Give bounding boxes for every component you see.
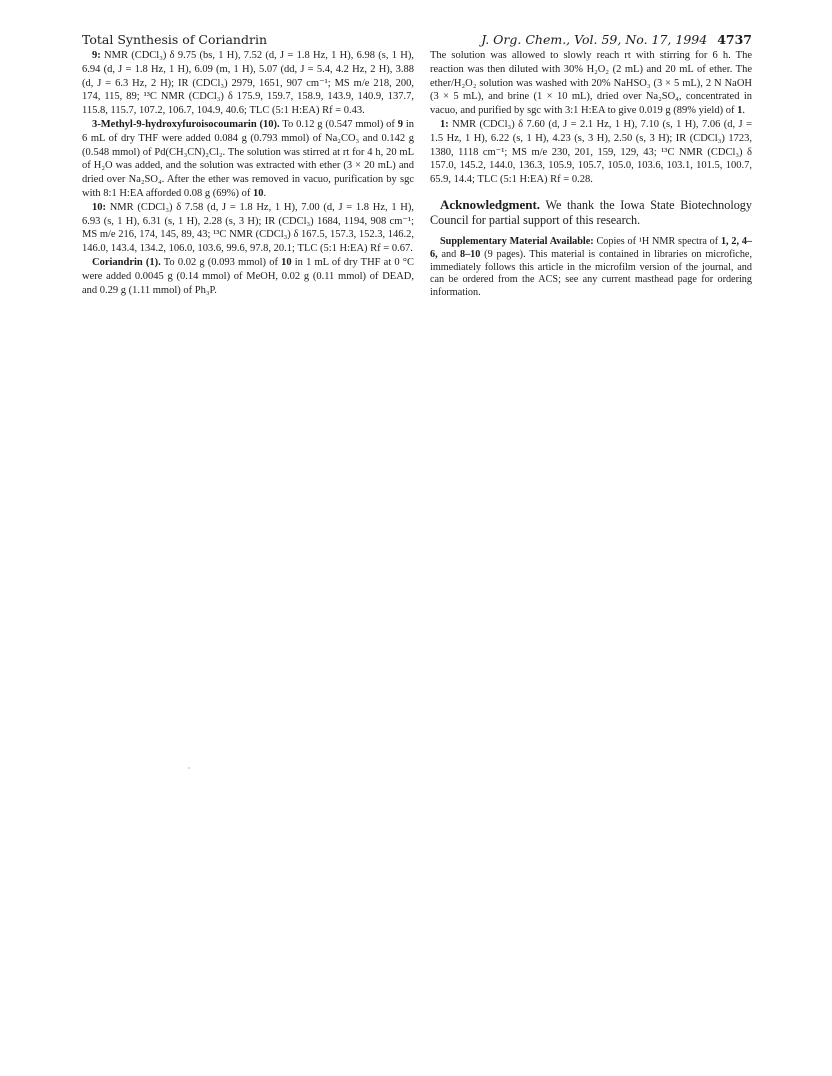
compound-9-characterization [82, 49, 414, 118]
coriandrin-workup [430, 49, 752, 118]
paragraph-text: and [437, 248, 460, 260]
compound-1-characterization [430, 118, 752, 187]
procedure-title: 3-Methyl-9-hydroxyfuroisocoumarin (10). [92, 118, 280, 130]
compound-label: 9: [92, 50, 101, 61]
compound-ref: 10 [252, 187, 264, 199]
compound-10-characterization [82, 201, 414, 256]
acknowledgment-title: Acknowledgment. [440, 196, 541, 212]
paragraph-text: NMR (CDCl₃) δ 7.58 (d, J = 1.8 Hz, 1 H), 7.00 (d, J = 1.8 Hz, 1 H), 6.93 (s, 1 H), 6.31 (s, 1 H), 2.28 (s, 3 H); IR (CDCl₃) 1684, 1194, 908 cm⁻¹; MS m/e 216, 174, 145, 89, 43; ¹³C NMR (CDCl₃) δ 167.5, 157.3, 152.3, 146.2, 146.0, 143.4, 134.2, 106.0, 103.6, 99.6, 97.8, 20.1; TLC (5:1 H:EA) Rf = 0.67. [82, 201, 414, 255]
compound-10-synthesis [82, 118, 414, 201]
paragraph-end: . [742, 105, 745, 117]
supplementary-title: Supplementary Material Available: [440, 235, 594, 247]
journal-citation: J. Org. Chem., Vol. 59, No. 17, 1994 [481, 32, 708, 47]
acknowledgment-text: We thank the Iowa State Biotechnology Council for partial support of this research. [430, 197, 752, 227]
paragraph-text: NMR (CDCl₃) δ 7.60 (d, J = 2.1 Hz, 1 H), 7.10 (s, 1 H), 7.06 (d, J = 1.5 Hz, 1 H), 6.22 (s, 1 H), 4.23 (s, 3 H), 2.50 (s, 3 H); IR (CDCl₃) 1723, 1380, 1118 cm⁻¹; MS m/e 230, 201, 159, 129, 43; ¹³C NMR (CDCl₃) δ 157.0, 145.2, 144.0, 136.3, 105.9, 105.7, 105.0, 103.6, 103.1, 101.5, 100.7, 65.9, 14.4; TLC (5:1 H:EA) Rf = 0.28. [430, 118, 752, 186]
compound-label: 1: [440, 118, 449, 130]
supplementary-material [430, 236, 752, 300]
paragraph-end: . [263, 187, 267, 199]
compound-ref: 8–10 [459, 248, 481, 260]
paragraph-text: in 6 mL of dry THF were added 0.084 g (0.793 mmol) of Na₂CO₃ and 0.142 g (0.548 mmol) of Pd(CH₃CN)₂Cl₂. The solution was stirred at rt for 4 h, 20 mL of H₂O was added, and the solution was extracted with ether (3 × 20 mL) and dried over Na₂SO₄. After the ether was removed in vacuo, purification by sgc with 8:1 H:EA afforded 0.08 g (69%) of [82, 118, 415, 199]
paragraph-text: The solution was allowed to slowly reach rt with stirring for 6 h. The reaction was then diluted with 30% H₂O₂ (2 mL) and 20 mL of ether. The ether/H₂O₂ solution was washed with 20% NaHSO₃ (3 × 5 mL), 2 N NaOH (3 × 5 mL), and brine (1 × 10 mL), dried over Na₂SO₄, concentrated in vacuo, and purified by sgc with 3:1 H:EA to give 0.019 g (89% yield) of [430, 50, 752, 117]
coriandrin-synthesis [82, 256, 414, 297]
compound-ref: 10 [281, 256, 292, 268]
compound-label: 10: [92, 201, 106, 213]
paragraph-text: Copies of ¹H NMR spectra of [593, 235, 721, 247]
paragraph-text: NMR (CDCl₃) δ 9.75 (bs, 1 H), 7.52 (d, J = 1.8 Hz, 1 H), 6.98 (s, 1 H), 6.94 (d, J = 1.8 Hz, 1 H), 6.09 (m, 1 H), 5.07 (dd, J = 5.4, 4.2 Hz, 2 H), 3.88 (d, J = 6.3 Hz, 2 H); IR (CDCl₃) 2979, 1651, 907 cm⁻¹; MS m/e 218, 200, 174, 115, 89; ¹³C NMR (CDCl₃) δ 175.9, 159.7, 158.9, 143.9, 140.9, 137.7, 115.8, 115.7, 107.2, 106.7, 104.9, 40.6; TLC (5:1 H:EA) Rf = 0.43. [82, 50, 414, 117]
running-title: Total Synthesis of Coriandrin [82, 32, 268, 47]
compound-ref: 9 [397, 118, 403, 130]
right-column [430, 49, 752, 300]
compound-ref: 1 [737, 105, 743, 117]
page-number: 4737 [717, 32, 752, 47]
procedure-title: Coriandrin (1). [92, 256, 161, 268]
paragraph-text: To 0.12 g (0.547 mmol) of [279, 118, 398, 130]
compound-ref: 1, 2, 4–6, [430, 235, 753, 260]
paragraph-text: (9 pages). This material is contained in libraries on microfiche, immediately follows this article in the microfilm version of the journal, and can be ordered from the ACS; see any current masthead page for ordering information. [430, 248, 752, 299]
scan-speck [188, 767, 190, 769]
acknowledgment [430, 197, 752, 228]
paragraph-text: in 1 mL of dry THF at 0 °C were added 0.0045 g (0.14 mmol) of MeOH, 0.02 g (0.11 mmol) of DEAD, and 0.29 g (1.11 mmol) of Ph₃P. [82, 256, 415, 296]
paragraph-text: To 0.02 g (0.093 mmol) of [160, 256, 282, 268]
left-column [82, 49, 414, 297]
running-header-right [481, 32, 752, 47]
